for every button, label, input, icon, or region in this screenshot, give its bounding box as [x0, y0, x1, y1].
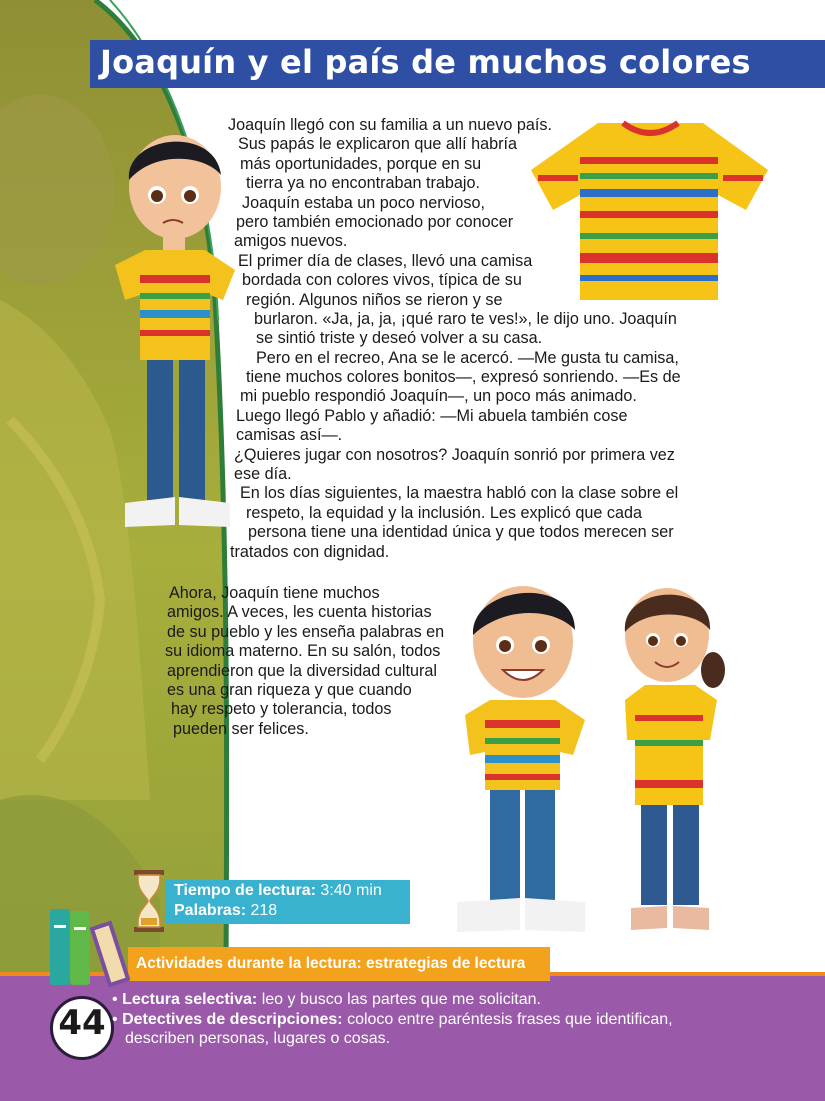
story-line: burlaron. «Ja, ja, ja, ¡qué raro te ves!», le dijo uno. Joaquín: [254, 309, 677, 328]
story-line: más oportunidades, porque en su: [240, 154, 482, 173]
reading-time-value: 3:40 min: [320, 882, 382, 899]
story-line: pero también emocionado por conocer: [236, 212, 514, 231]
activity-item: • Detectives de descripciones: coloco entre paréntesis frases que identifican,: [112, 1011, 673, 1028]
activity-item-text: coloco entre paréntesis frases que identifican,: [347, 1011, 673, 1028]
activity-item-continuation: [125, 1030, 390, 1048]
story-line: pueden ser felices.: [173, 719, 309, 738]
story-line: En los días siguientes, la maestra habló con la clase sobre el: [240, 484, 679, 503]
story-line: Pero en el recreo, Ana se le acercó. —Me gusta tu camisa,: [256, 348, 679, 367]
story-line: se sintió triste y deseó volver a su casa.: [256, 329, 543, 348]
story-line: camisas así—.: [236, 426, 343, 445]
story-line: Joaquín llegó con su familia a un nuevo país.: [228, 116, 552, 134]
story-line: tiene muchos colores bonitos—, expresó sonriendo. —Es de: [246, 368, 681, 387]
activity-item-label: Lectura selectiva:: [122, 991, 258, 1008]
story-text: [226, 116, 706, 562]
story-line: persona tiene una identidad única y que todos merecen ser: [248, 523, 674, 542]
word-count-value: 218: [250, 902, 278, 919]
story-line: aprendieron que la diversidad cultural: [167, 661, 437, 680]
books-icon: [48, 905, 130, 987]
activity-item-text: describen personas, lugares o cosas.: [125, 1030, 391, 1047]
boy-sad-illustration: [95, 125, 245, 540]
word-count-label: Palabras:: [174, 902, 247, 919]
page-number: 44: [58, 1003, 106, 1043]
reading-time-label: Tiempo de lectura:: [174, 882, 316, 899]
story-line: amigos. A veces, les cuenta historias: [167, 603, 432, 622]
story-line: El primer día de clases, llevó una camisa: [238, 251, 533, 270]
story-line: bordada con colores vivos, típica de su: [242, 271, 522, 290]
word-count: [174, 902, 277, 920]
activities-heading: Actividades durante la lectura: estrategias de lectura: [136, 955, 526, 972]
kids-happy-illustration: [445, 580, 735, 940]
story-line: Joaquín estaba un poco nervioso,: [242, 193, 485, 212]
story-line: tratados con dignidad.: [230, 542, 390, 561]
story-line: ese día.: [234, 465, 292, 484]
activity-item: • Lectura selectiva: leo y busco las partes que me solicitan.: [112, 991, 541, 1008]
story-line: Ahora, Joaquín tiene muchos: [169, 584, 380, 602]
activity-item-label: Detectives de descripciones:: [122, 1011, 343, 1028]
story-line: tierra ya no encontraban trabajo.: [246, 174, 480, 193]
story-line: amigos nuevos.: [234, 232, 348, 251]
story-text-2: [165, 584, 465, 739]
activity-item-text: leo y busco las partes que me solicitan.: [261, 991, 541, 1008]
story-line: región. Algunos niños se rieron y se: [246, 290, 503, 309]
hourglass-icon: [132, 870, 166, 932]
story-line: ¿Quieres jugar con nosotros? Joaquín sonrió por primera vez: [234, 445, 675, 464]
story-line: respeto, la equidad y la inclusión. Les explicó que cada: [246, 503, 642, 522]
story-line: mi pueblo respondió Joaquín—, un poco más animado.: [240, 387, 637, 406]
story-line: hay respeto y tolerancia, todos: [171, 700, 392, 719]
story-line: Luego llegó Pablo y añadió: —Mi abuela también cose: [236, 406, 628, 425]
page-title: Joaquín y el país de muchos colores: [100, 43, 751, 81]
story-line: Sus papás le explicaron que allí habría: [238, 135, 517, 154]
story-line: es una gran riqueza y que cuando: [167, 680, 412, 699]
story-line: de su pueblo y les enseña palabras en: [167, 622, 445, 641]
story-line: su idioma materno. En su salón, todos: [165, 642, 441, 661]
reading-time: [174, 882, 382, 900]
